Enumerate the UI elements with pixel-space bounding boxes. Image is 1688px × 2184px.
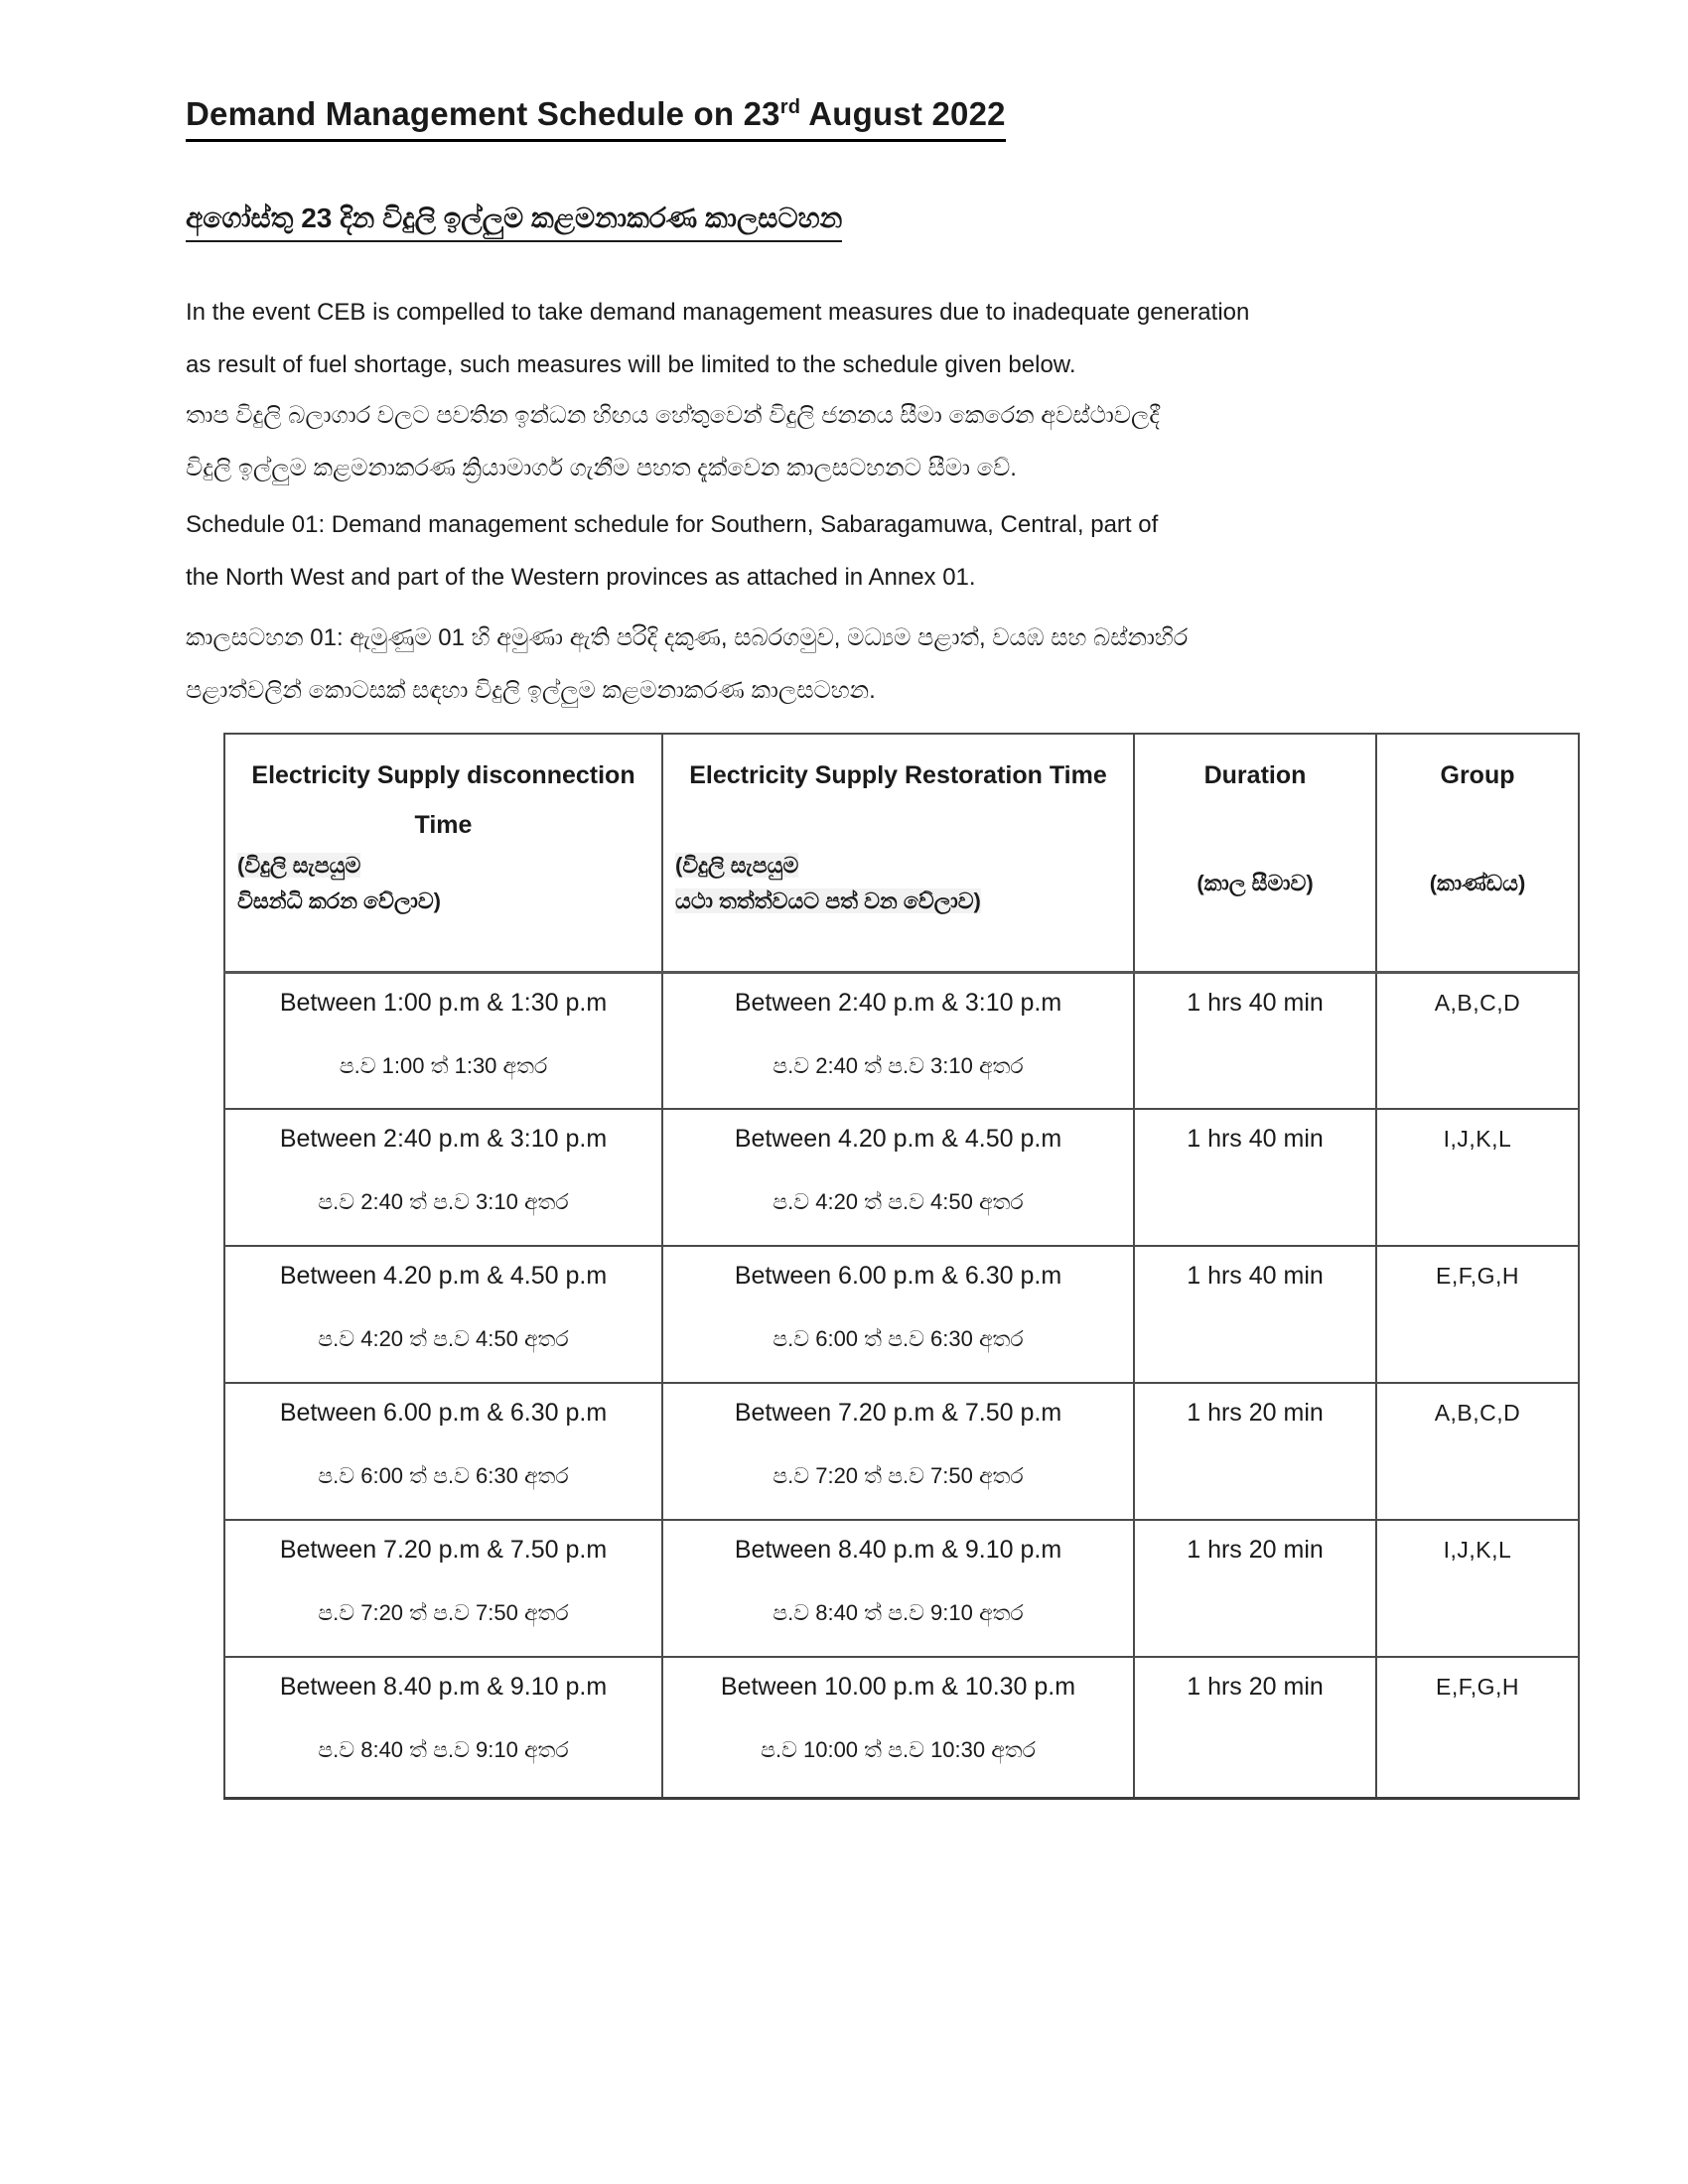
restoration-time-cell: [662, 972, 1134, 1109]
group-cell: [1376, 972, 1579, 1109]
paragraph-line: විදුලි ඉල්ලුම කළමනාකරණ ක්‍රියාමාර්ග ගැනීම පහත දැක්වෙන කාලසටහනට සීමා වේ.: [186, 455, 1017, 481]
restoration-time-cell: [662, 1520, 1134, 1657]
time-range-sinhala: ප.ව 2:40 ත් ප.ව 3:10 අතර: [773, 1052, 1024, 1078]
time-range-english: Between 6.00 p.m & 6.30 p.m: [279, 1399, 608, 1427]
time-range-english: Between 7.20 p.m & 7.50 p.m: [734, 1399, 1062, 1427]
group-value: I,J,K,L: [1443, 1126, 1512, 1152]
paragraph-line: Schedule 01: Demand management schedule for Southern, Sabaragamuwa, Central, part of: [186, 511, 1159, 538]
time-range-english: Between 4.20 p.m & 4.50 p.m: [734, 1125, 1062, 1153]
time-range-sinhala: ප.ව 7:20 ත් ප.ව 7:50 අතර: [773, 1463, 1024, 1488]
duration-cell: [1134, 1383, 1376, 1520]
time-range-sinhala: ප.ව 8:40 ත් ප.ව 9:10 අතර: [773, 1600, 1024, 1625]
paragraph-line: පළාත්වලින් කොටසක් සඳහා විදුලි ඉල්ලුම කළමනාකරණ කාලසටහන.: [186, 677, 876, 704]
time-range-english: Between 1:00 p.m & 1:30 p.m: [279, 988, 608, 1017]
intro-paragraph-english: [186, 286, 1249, 391]
col-header-label-sinhala: [663, 848, 1133, 919]
duration-value: 1 hrs 20 min: [1187, 1673, 1324, 1701]
col-header-label-english: Group: [1440, 761, 1515, 789]
header-sinhala-line: (කාණ්ඩය): [1429, 870, 1526, 895]
header-sinhala-line: (විදුලි සැපයුම: [237, 852, 361, 878]
time-range-sinhala: ප.ව 4:20 ත් ප.ව 4:50 අතර: [773, 1189, 1024, 1214]
restoration-time-cell: [662, 1109, 1134, 1246]
header-sinhala-line: (විදුලි සැපයුම: [675, 852, 799, 878]
time-range-sinhala: ප.ව 8:40 ත් ප.ව 9:10 අතර: [318, 1737, 569, 1762]
schedule-note-sinhala: [186, 612, 1188, 717]
duration-cell: [1134, 972, 1376, 1109]
disconnection-time-cell: [224, 972, 662, 1109]
disconnection-time-cell: [224, 1520, 662, 1657]
time-range-english: Between 4.20 p.m & 4.50 p.m: [279, 1262, 608, 1290]
group-value: E,F,G,H: [1435, 1263, 1519, 1289]
col-header-disconnection-time: [224, 734, 662, 972]
paragraph-line: කාලසටහන 01: ඇමුණුම 01 හි අමුණා ඇති පරිදි දකුණ, සබරගමුව, මධ්‍යම පළාත්, වයඹ සහ බස්නාහිර: [186, 624, 1189, 651]
col-header-label-english: Electricity Supply Restoration Time: [689, 761, 1107, 789]
group-cell: [1376, 1383, 1579, 1520]
duration-cell: [1134, 1657, 1376, 1798]
duration-value: 1 hrs 20 min: [1187, 1536, 1324, 1564]
time-range-sinhala: ප.ව 2:40 ත් ප.ව 3:10 අතර: [318, 1189, 569, 1214]
table-row: [224, 1109, 1579, 1246]
duration-cell: [1134, 1109, 1376, 1246]
time-range-sinhala: ප.ව 6:00 ත් ප.ව 6:30 අතර: [318, 1463, 569, 1488]
group-cell: [1376, 1246, 1579, 1383]
paragraph-line: තාප විදුලි බලාගාර වලට පවතින ඉන්ධන හිඟය හේතුවෙන් විදුලි ජනනය සීමා කෙරෙන අවස්ථාවලදී: [186, 402, 1160, 429]
group-value: I,J,K,L: [1443, 1537, 1512, 1563]
duration-value: 1 hrs 20 min: [1187, 1399, 1324, 1427]
table-header-row: [224, 734, 1579, 972]
restoration-time-cell: [662, 1246, 1134, 1383]
time-range-english: Between 10.00 p.m & 10.30 p.m: [720, 1673, 1076, 1701]
time-range-english: Between 2:40 p.m & 3:10 p.m: [734, 988, 1062, 1017]
time-range-english: Between 8.40 p.m & 9.10 p.m: [734, 1536, 1062, 1564]
table-row: [224, 972, 1579, 1109]
col-header-label-sinhala: [1135, 866, 1375, 901]
restoration-time-cell: [662, 1657, 1134, 1798]
title-prefix: Demand Management Schedule on 23: [186, 95, 780, 132]
header-sinhala-line: විසන්ධි කරන වේලාව): [237, 887, 442, 913]
col-header-label-english: Duration: [1203, 761, 1307, 789]
table-row: [224, 1246, 1579, 1383]
title-suffix: August 2022: [800, 95, 1006, 132]
duration-value: 1 hrs 40 min: [1187, 1125, 1324, 1153]
demand-schedule-table: [223, 733, 1580, 1800]
duration-cell: [1134, 1246, 1376, 1383]
table-row: [224, 1383, 1579, 1520]
header-sinhala-line: (කාල සීමාව): [1196, 870, 1314, 895]
duration-cell: [1134, 1520, 1376, 1657]
time-range-sinhala: ප.ව 1:00 ත් 1:30 අතර: [339, 1052, 548, 1078]
time-range-sinhala: ප.ව 6:00 ත් ප.ව 6:30 අතර: [773, 1326, 1024, 1351]
time-range-english: Between 8.40 p.m & 9.10 p.m: [279, 1673, 608, 1701]
time-range-english: Between 2:40 p.m & 3:10 p.m: [279, 1125, 608, 1153]
group-cell: [1376, 1657, 1579, 1798]
group-value: A,B,C,D: [1434, 989, 1521, 1016]
header-sinhala-line: යථා තත්ත්වයට පත් වන වේලාව): [675, 887, 981, 913]
page-subtitle-sinhala: අගෝස්තු 23 දින විදුලි ඉල්ලුම කළමනාකරණ කාලසටහන: [186, 203, 842, 242]
group-cell: [1376, 1109, 1579, 1246]
group-value: E,F,G,H: [1435, 1674, 1519, 1700]
time-range-sinhala: ප.ව 7:20 ත් ප.ව 7:50 අතර: [318, 1600, 569, 1625]
disconnection-time-cell: [224, 1109, 662, 1246]
col-header-restoration-time: [662, 734, 1134, 972]
time-range-sinhala: ප.ව 4:20 ත් ප.ව 4:50 අතර: [318, 1326, 569, 1351]
col-header-label-sinhala: [1377, 866, 1578, 901]
group-cell: [1376, 1520, 1579, 1657]
col-header-label-sinhala: [225, 848, 661, 919]
time-range-english: Between 6.00 p.m & 6.30 p.m: [734, 1262, 1062, 1290]
time-range-sinhala: ප.ව 10:00 ත් ප.ව 10:30 අතර: [761, 1737, 1036, 1762]
col-header-duration: [1134, 734, 1376, 972]
duration-value: 1 hrs 40 min: [1187, 1262, 1324, 1290]
intro-paragraph-sinhala: [186, 389, 1160, 494]
table-row: [224, 1520, 1579, 1657]
paragraph-line: In the event CEB is compelled to take demand management measures due to inadequate generation: [186, 299, 1250, 326]
disconnection-time-cell: [224, 1246, 662, 1383]
disconnection-time-cell: [224, 1657, 662, 1798]
disconnection-time-cell: [224, 1383, 662, 1520]
restoration-time-cell: [662, 1383, 1134, 1520]
group-value: A,B,C,D: [1434, 1400, 1521, 1426]
title-ordinal-superscript: rd: [779, 96, 801, 118]
col-header-group: [1376, 734, 1579, 972]
duration-value: 1 hrs 40 min: [1187, 988, 1324, 1017]
paragraph-line: the North West and part of the Western provinces as attached in Annex 01.: [186, 564, 976, 591]
time-range-english: Between 7.20 p.m & 7.50 p.m: [279, 1536, 608, 1564]
paragraph-line: as result of fuel shortage, such measures will be limited to the schedule given below.: [186, 351, 1076, 378]
col-header-label-english: Electricity Supply disconnection Time: [251, 761, 635, 839]
schedule-note-english: [186, 498, 1158, 604]
table-row: [224, 1657, 1579, 1798]
page-title: [186, 95, 1006, 142]
